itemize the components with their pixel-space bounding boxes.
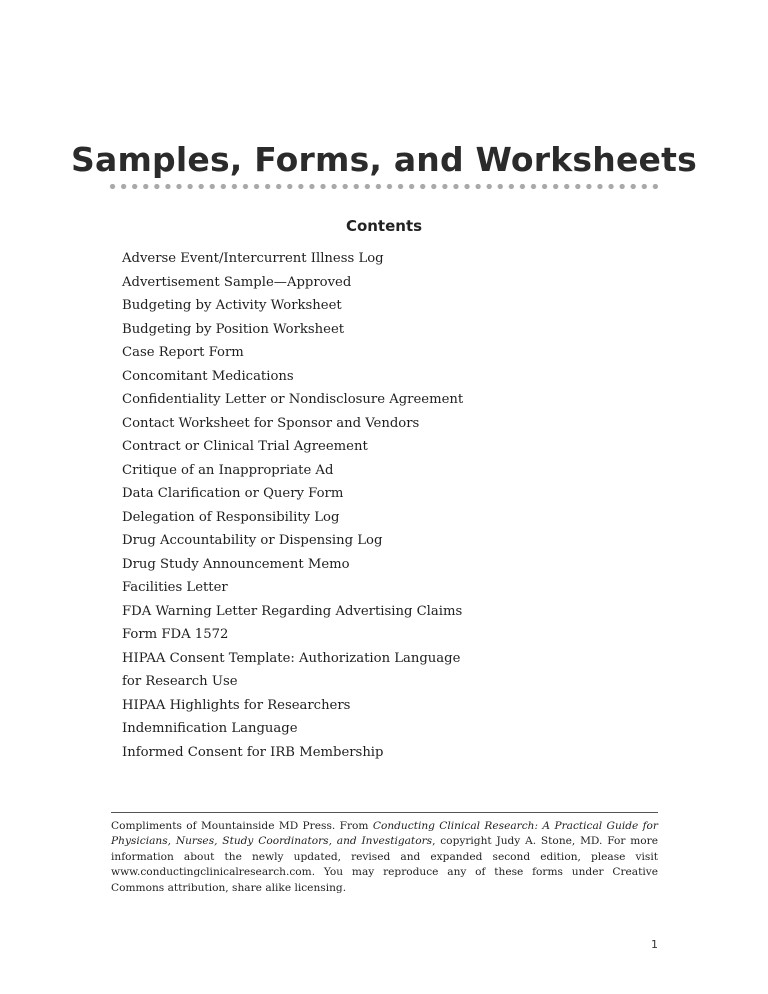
toc-item[interactable]: Advertisement Sample—Approved [122, 274, 352, 290]
toc-item[interactable]: Facilities Letter [122, 580, 228, 595]
page-number: 1 [651, 938, 658, 951]
footer-text-rest: , copyright Judy A. Stone, MD. For more information about the newly updated, revised and expanded second edition, please visit www.conductingclinicalresearch.com. You may reproduce any of these forms under Creative Commons attribution, share alike licensing. [111, 835, 658, 894]
toc-item[interactable]: Budgeting by Activity Worksheet [122, 298, 342, 313]
footer-book-title: Conducting Clinical Research: A Practical Guide for Physicians, Nurses, Study Coordinators, and Investigators [111, 820, 658, 848]
footer-divider [111, 812, 658, 813]
toc-item[interactable]: HIPAA Consent Template: Authorization Language [122, 650, 461, 666]
contents-heading: Contents [345, 217, 423, 235]
contents-list [122, 247, 463, 764]
toc-item[interactable]: Informed Consent for IRB Membership [122, 744, 384, 760]
toc-item[interactable]: Drug Study Announcement Memo [122, 556, 350, 572]
toc-item[interactable]: Budgeting by Position Worksheet [122, 321, 345, 337]
toc-item[interactable]: Confidentiality Letter or Nondisclosure Agreement [122, 392, 464, 407]
toc-item[interactable]: Data Clarification or Query Form [122, 486, 344, 501]
toc-item[interactable]: Delegation of Responsibility Log [122, 509, 340, 525]
toc-item[interactable]: Adverse Event/Intercurrent Illness Log [122, 251, 384, 266]
page-title: Samples, Forms, and Worksheets [71, 140, 697, 179]
dotted-divider [107, 183, 661, 190]
toc-item[interactable]: FDA Warning Letter Regarding Advertising Claims [122, 603, 463, 619]
toc-item[interactable]: Drug Accountability or Dispensing Log [122, 533, 383, 548]
toc-item-continuation[interactable]: for Research Use [122, 674, 238, 689]
footer-note [111, 819, 658, 896]
toc-item[interactable]: Contract or Clinical Trial Agreement [122, 439, 368, 454]
toc-item[interactable]: Case Report Form [122, 345, 244, 360]
toc-item[interactable]: Indemnification Language [122, 721, 298, 736]
toc-item[interactable]: HIPAA Highlights for Researchers [122, 697, 351, 713]
toc-item[interactable]: Critique of an Inappropriate Ad [122, 462, 334, 478]
toc-item[interactable]: Contact Worksheet for Sponsor and Vendors [122, 415, 420, 431]
footer-text-lead: Compliments of Mountainside MD Press. From [111, 820, 373, 832]
toc-item[interactable]: Form FDA 1572 [122, 627, 229, 642]
toc-item[interactable]: Concomitant Medications [122, 368, 294, 384]
